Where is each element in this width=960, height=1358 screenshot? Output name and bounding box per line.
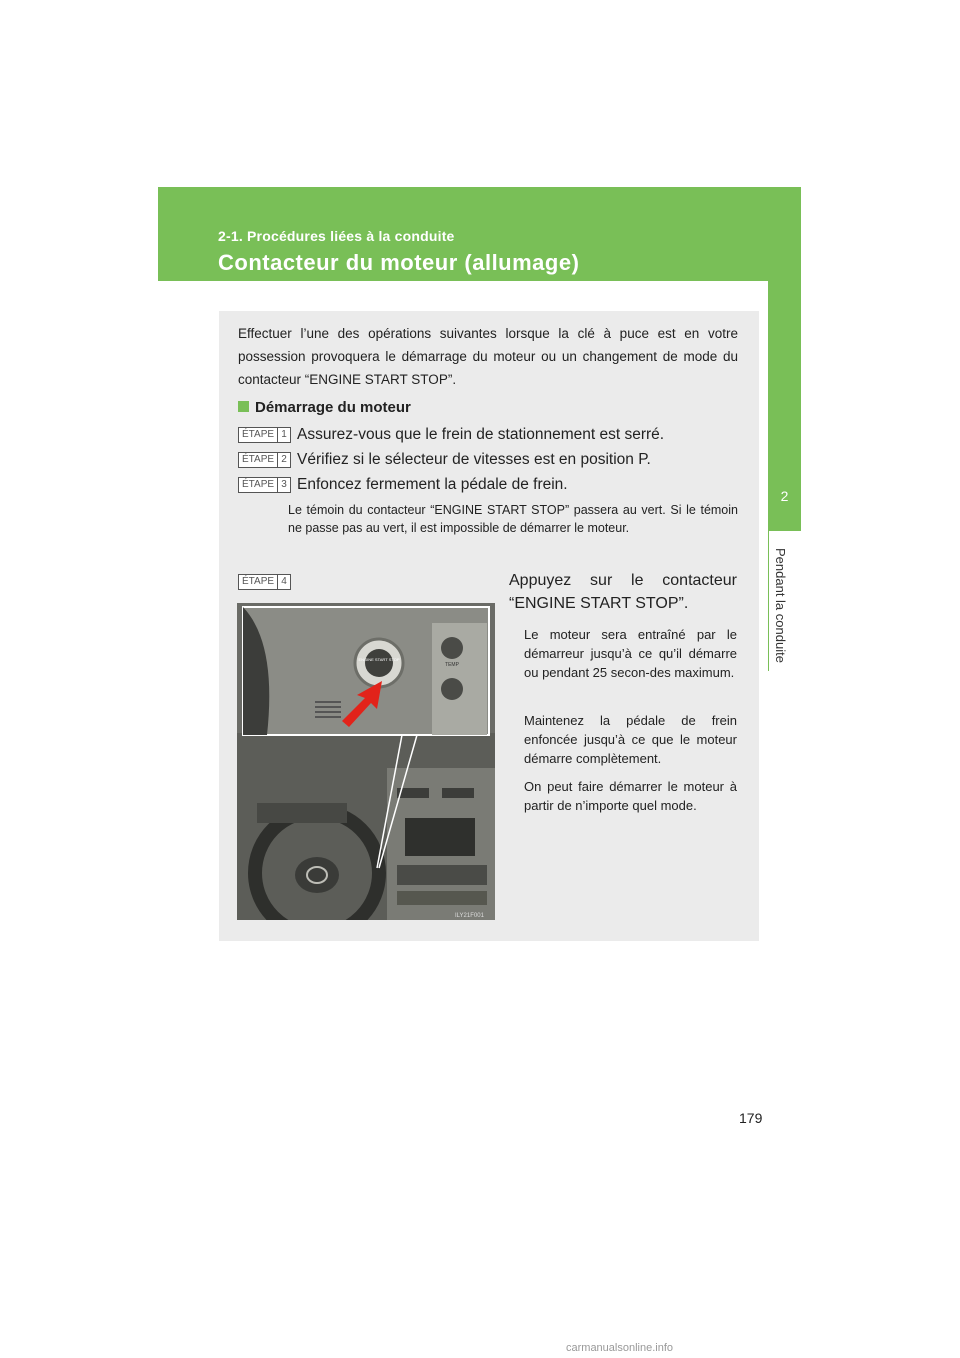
- step-text: Vérifiez si le sélecteur de vitesses est en position P.: [297, 451, 651, 468]
- step-4: [238, 574, 291, 590]
- step-4-paragraph-2: Maintenez la pédale de frein enfoncée jusqu’à ce que le moteur démarre complètement.: [524, 713, 737, 766]
- step-badge-label: ÉTAPE: [239, 575, 278, 589]
- engine-start-stop-label: ENGINE START STOP: [358, 657, 400, 662]
- page-title: Contacteur du moteur (allumage): [218, 250, 580, 275]
- figure-code: ILY21F001: [455, 913, 484, 919]
- temp-label: TEMP: [445, 662, 459, 668]
- step-badge: [238, 477, 291, 493]
- step-badge-number: 2: [281, 454, 287, 465]
- side-tab-label: Pendant la conduite: [773, 548, 788, 663]
- step-2: [238, 451, 651, 469]
- steering-hub: [295, 857, 339, 893]
- side-panel: [432, 623, 487, 735]
- watermark: carmanualsonline.info: [566, 1342, 674, 1354]
- step-badge-label: ÉTAPE: [239, 453, 278, 467]
- control-panel: [397, 865, 487, 885]
- instrument-cluster: [257, 803, 347, 823]
- step-badge-label: ÉTAPE: [239, 428, 278, 442]
- intro-paragraph: Effectuer l’une des opérations suivantes lorsque la clé à puce est en votre possession provoquera le démarrage du moteur ou un changement de mode du contacteur “ENGINE START STOP”.: [238, 326, 738, 387]
- step-badge-number: 1: [281, 429, 287, 440]
- step-badge-label: ÉTAPE: [239, 478, 278, 492]
- step-4-text: Appuyez sur le contacteur “ENGINE START STOP”.: [509, 572, 737, 612]
- dashboard-illustration: [237, 603, 495, 920]
- step-4-paragraph-1: Le moteur sera entraîné par le démarreur jusqu’à ce qu’il démarre ou pendant 25 secon-des maximum.: [524, 627, 737, 680]
- side-tab-band: [768, 187, 801, 467]
- page-number: 179: [739, 1110, 763, 1126]
- subheading-text: Démarrage du moteur: [255, 399, 411, 416]
- step-badge: [238, 574, 291, 590]
- section-label: 2-1. Procédures liées à la conduite: [218, 228, 455, 244]
- side-tab-number: 2: [780, 488, 789, 504]
- step-badge: [238, 427, 291, 443]
- step-text: Assurez-vous que le frein de stationnement est serré.: [297, 426, 665, 443]
- temp-down-button: [441, 678, 463, 700]
- climate-panel: [397, 891, 487, 905]
- side-tab-divider: [768, 531, 769, 671]
- air-vent-right: [442, 788, 474, 798]
- subheading: [238, 399, 411, 416]
- step-badge-number: 4: [281, 576, 287, 587]
- step-text: Enfoncez fermement la pédale de frein.: [297, 476, 568, 493]
- step-badge: [238, 452, 291, 468]
- dashboard-illustration-svg: [237, 603, 495, 920]
- step-1: [238, 426, 664, 444]
- step-badge-number: 3: [281, 479, 287, 490]
- engine-start-stop-button-face: [365, 649, 393, 677]
- step-3-note: Le témoin du contacteur “ENGINE START STOP” passera au vert. Si le témoin ne passe pas au vert, il est impossible de démarrer le moteur.: [288, 503, 738, 535]
- step-3: [238, 476, 568, 494]
- display-screen: [405, 818, 475, 856]
- temp-up-button: [441, 637, 463, 659]
- step-4-paragraph-3: On peut faire démarrer le moteur à partir de n’importe quel mode.: [524, 779, 737, 813]
- square-bullet-icon: [238, 401, 249, 412]
